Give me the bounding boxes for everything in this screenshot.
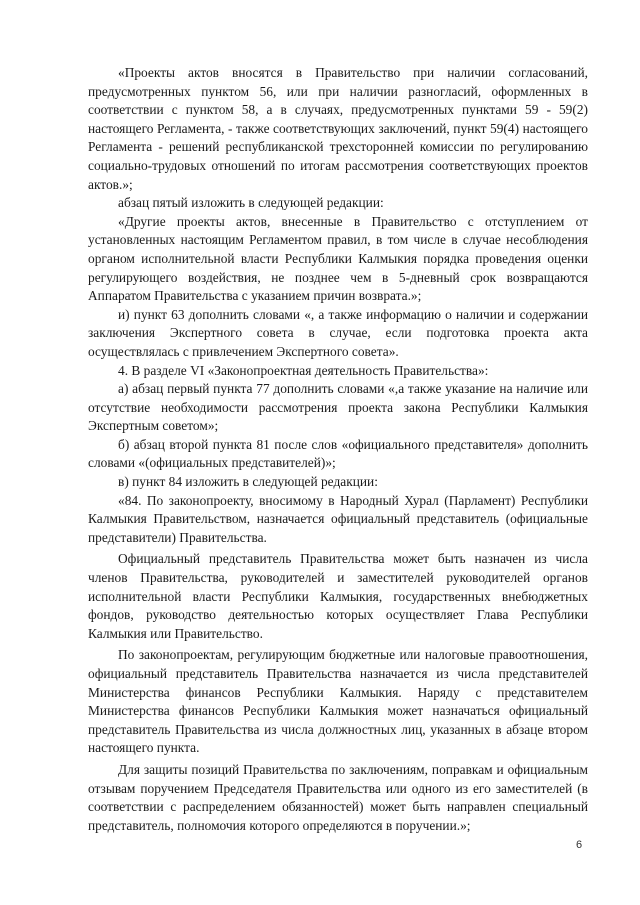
document-body bbox=[88, 64, 588, 835]
paragraph-clause-84: «84. По законопроекту, вносимому в Народный Хурал (Парламент) Республики Калмыкия Правительством, назначается официальный представитель (официальные представители) Правительства. bbox=[88, 492, 588, 545]
paragraph-item-i: и) пункт 63 дополнить словами «, а также информацию о наличии и содержании заключения Экспертного совета в случае, если подготовка проекта акта осуществлялась с привлечением Экспертного совета». bbox=[88, 306, 588, 359]
paragraph-section-vi-heading: 4. В разделе VI «Законопроектная деятельность Правительства»: bbox=[118, 362, 489, 378]
paragraph-special-representative: Для защиты позиций Правительства по заключениям, поправкам и официальным отзывам поручением Председателя Правительства или одного из его заместителей (в соответствии с распределением обязанностей) может быть направлен специальный представитель, полномочия которого определяются в поручении.»; bbox=[88, 761, 588, 833]
paragraph-quoted-rule-submission: «Проекты актов вносятся в Правительство при наличии согласований, предусмотренных пунктом 56, или при наличии разногласий, оформленных в соответствии с пунктом 58, а в случаях, предусмотренных пунктами 59 - 59(2) настоящего Регламента, - также соответствующих заключений, пункт 59(4) настоящего Регламента - решений республиканской трехсторонней комиссии по регулированию социально-трудовых отношений по итогам рассмотрения соответствующих проектов актов.»; bbox=[88, 65, 588, 192]
paragraph-item-a: а) абзац первый пункта 77 дополнить словами «,а также указание на наличие или отсутствие необходимости рассмотрения проекта закона Республики Калмыкия Экспертным советом»; bbox=[88, 381, 588, 434]
paragraph-instruction-fifth-clause: абзац пятый изложить в следующей редакции: bbox=[118, 195, 384, 211]
paragraph-item-v: в) пункт 84 изложить в следующей редакции: bbox=[118, 474, 378, 490]
paragraph-item-b: б) абзац второй пункта 81 после слов «официального представителя» дополнить словами «(официальных представителей)»; bbox=[88, 436, 588, 471]
page-number: 6 bbox=[576, 839, 583, 851]
paragraph-official-representative: Официальный представитель Правительства может быть назначен из числа членов Правительства, руководителей и заместителей руководителей органов исполнительной власти Республики Калмыкия, государственных внебюджетных фондов, руководство деятельностью которых осуществляет Глава Республики Калмыкия или Правительство. bbox=[88, 551, 588, 641]
paragraph-quoted-rule-return: «Другие проекты актов, внесенные в Правительство с отступлением от установленных настоящим Регламентом правил, в том числе в случае несоблюдения органом исполнительной власти Республики Калмыкия порядка проведения оценки регулирующего воздействия, не позднее чем в 5-дневный срок возвращаются Аппаратом Правительства с указанием причин возврата.»; bbox=[88, 213, 588, 304]
paragraph-budget-bills: По законопроектам, регулирующим бюджетные или налоговые правоотношения, официальный представитель Правительства назначается из числа представителей Министерства финансов Республики Калмыкия. Наряду с представителем Министерства финансов Республики Калмыкия может назначаться официальный представитель Правительства из числа должностных лиц, указанных в абзаце втором настоящего пункта. bbox=[88, 647, 588, 756]
